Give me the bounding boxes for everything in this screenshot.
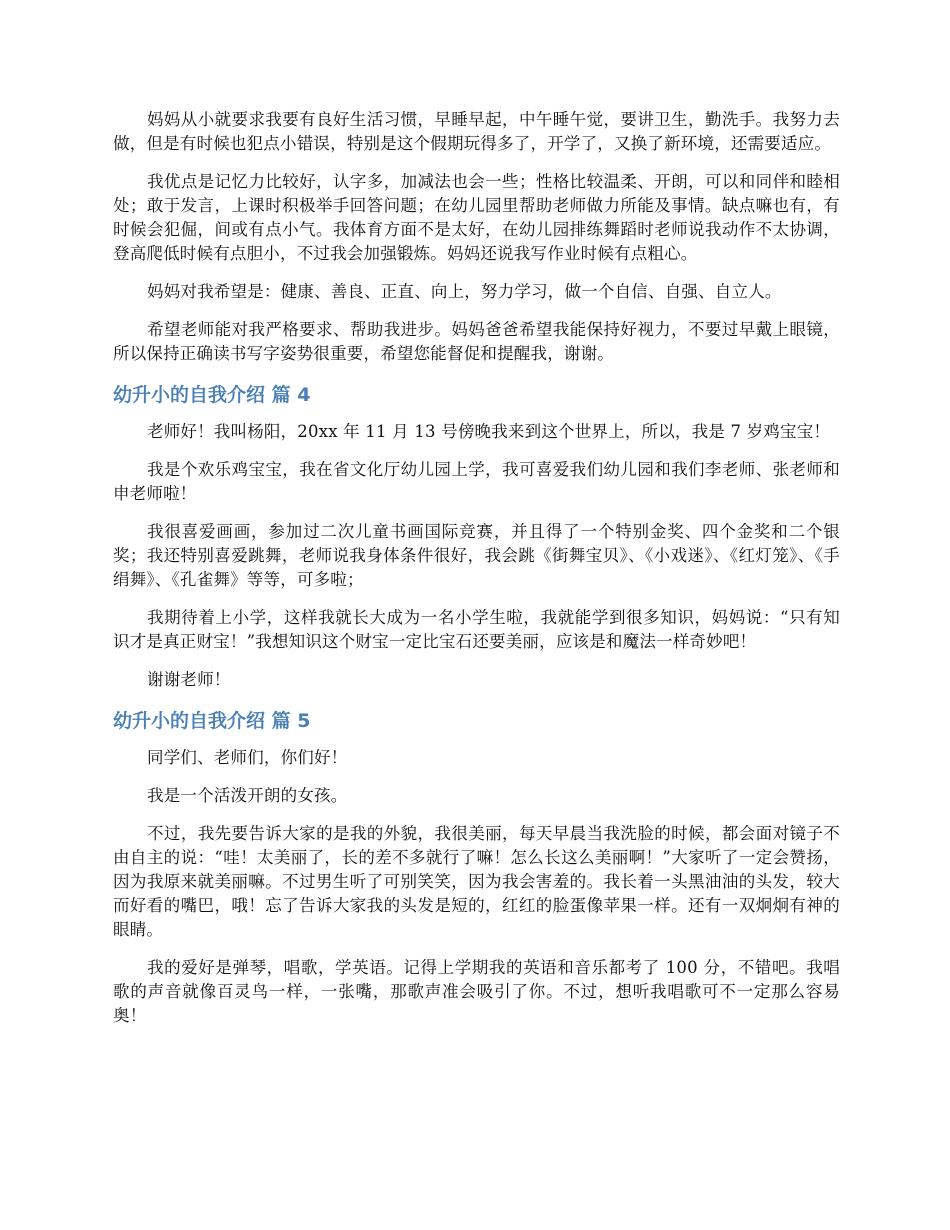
paragraph: 我优点是记忆力比较好，认字多，加减法也会一些；性格比较温柔、开朗，可以和同伴和睦相处；敢于发言，上课时积极举手回答问题；在幼儿园里帮助老师做力所能及事情。缺点嘛也有，有时候会犯倔，间或有点小气。我体育方面不是太好，在幼儿园排练舞蹈时老师说我动作不太协调，登高爬低时候有点胆小，不过我会加强锻炼。妈妈还说我写作业时候有点粗心。 <box>113 172 840 263</box>
paragraph: 我期待着上小学，这样我就长大成为一名小学生啦，我就能学到很多知识，妈妈说：“只有知识才是真正财宝！”我想知识这个财宝一定比宝石还要美丽，应该是和魔法一样奇妙吧！ <box>113 608 840 651</box>
section-heading: 幼升小的自我介绍 篇 4 <box>113 384 311 406</box>
paragraph: 希望老师能对我严格要求、帮助我进步。妈妈爸爸希望我能保持好视力，不要过早戴上眼镜，所以保持正确读书写字姿势很重要，希望您能督促和提醒我，谢谢。 <box>113 320 840 363</box>
section-continued <box>113 108 840 366</box>
paragraph: 我是个欢乐鸡宝宝，我在省文化厅幼儿园上学，我可喜爱我们幼儿园和我们李老师、张老师和申老师啦！ <box>113 460 840 503</box>
document-page <box>113 108 840 1042</box>
paragraph: 老师好！我叫杨阳，20xx 年 11 月 13 号傍晚我来到这个世界上，所以，我是 7 岁鸡宝宝！ <box>147 422 831 441</box>
paragraph: 我是一个活泼开朗的女孩。 <box>147 786 348 805</box>
paragraph: 妈妈从小就要求我要有良好生活习惯，早睡早起，中午睡午觉，要讲卫生，勤洗手。我努力去做，但是有时候也犯点小错误，特别是这个假期玩得多了，开学了，又换了新环境，还需要适应。 <box>113 110 840 153</box>
section-heading: 幼升小的自我介绍 篇 5 <box>113 710 311 732</box>
section-5 <box>113 708 840 1028</box>
paragraph: 妈妈对我希望是：健康、善良、正直、向上，努力学习，做一个自信、自强、自立人。 <box>147 282 782 301</box>
paragraph: 同学们、老师们，你们好！ <box>147 748 348 767</box>
paragraph: 我的爱好是弹琴，唱歌，学英语。记得上学期我的英语和音乐都考了 100 分，不错吧。我唱歌的声音就像百灵鸟一样，一张嘴，那歌声准会吸引了你。不过，想听我唱歌可不一定那么容易奥！ <box>113 958 840 1025</box>
paragraph: 不过，我先要告诉大家的是我的外貌，我很美丽，每天早晨当我洗脸的时候，都会面对镜子不由自主的说：“哇！太美丽了，长的差不多就行了嘛！怎么长这么美丽啊！”大家听了一定会赞扬，因为我原来就美丽嘛。不过男生听了可别笑笑，因为我会害羞的。我长着一头黑油油的头发，较大而好看的嘴巴，哦！忘了告诉大家我的头发是短的，红红的脸蛋像苹果一样。还有一双炯炯有神的眼睛。 <box>113 824 840 939</box>
paragraph: 我很喜爱画画，参加过二次儿童书画国际竞赛，并且得了一个特别金奖、四个金奖和二个银奖；我还特别喜爱跳舞，老师说我身体条件很好，我会跳《街舞宝贝》、《小戏迷》、《红灯笼》、《手绢舞》、《孔雀舞》等等，可多啦； <box>113 522 840 589</box>
paragraph: 谢谢老师！ <box>147 670 231 689</box>
section-4 <box>113 382 840 692</box>
